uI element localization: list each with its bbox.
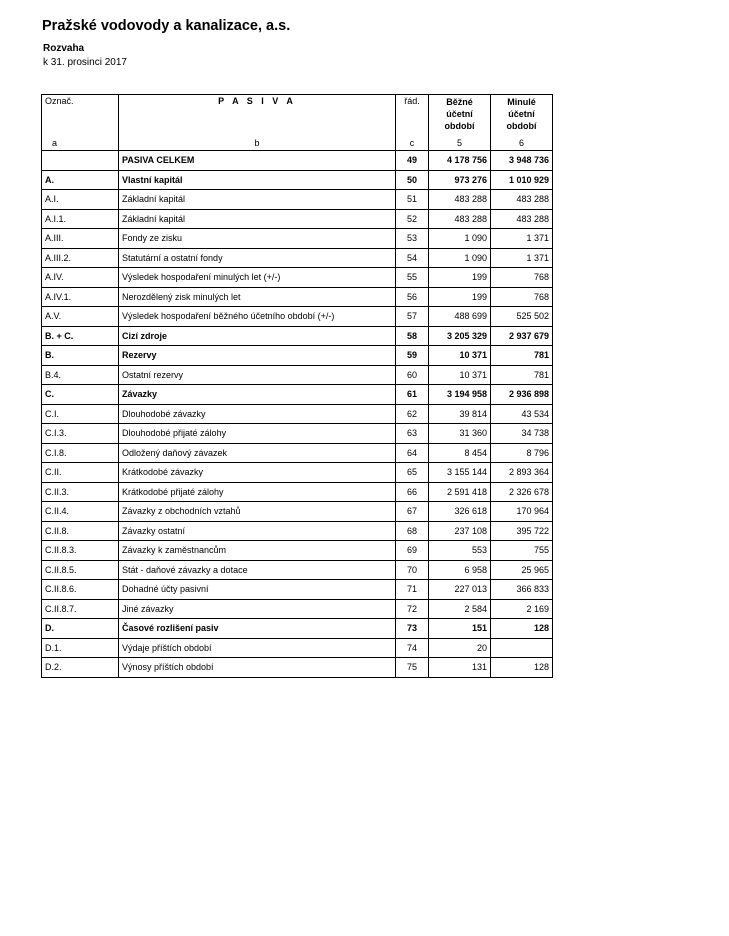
header-current-line: období <box>444 121 475 131</box>
row-current-value: 483 288 <box>429 209 491 229</box>
row-current-value: 227 013 <box>429 580 491 600</box>
row-current-value: 326 618 <box>429 502 491 522</box>
statement-date: k 31. prosinci 2017 <box>43 57 127 68</box>
row-previous-value: 3 948 736 <box>491 151 553 171</box>
table-header-row <box>42 95 553 137</box>
row-number: 53 <box>396 229 429 249</box>
row-number: 74 <box>396 638 429 658</box>
row-number: 63 <box>396 424 429 444</box>
row-current-value: 553 <box>429 541 491 561</box>
row-label: Závazky <box>119 385 396 405</box>
row-number: 60 <box>396 365 429 385</box>
row-previous-value: 483 288 <box>491 209 553 229</box>
row-current-value: 10 371 <box>429 346 491 366</box>
table-row <box>42 326 553 346</box>
row-code: C.I. <box>42 404 119 424</box>
table-row <box>42 151 553 171</box>
row-label: Rezervy <box>119 346 396 366</box>
table-row <box>42 248 553 268</box>
row-current-value: 1 090 <box>429 248 491 268</box>
row-current-value: 488 699 <box>429 307 491 327</box>
row-label: Časové rozlišení pasiv <box>119 619 396 639</box>
row-previous-value: 34 738 <box>491 424 553 444</box>
row-previous-value: 1 371 <box>491 248 553 268</box>
header-previous-line: účetní <box>508 109 535 119</box>
row-code: C. <box>42 385 119 405</box>
row-code: C.II.8.5. <box>42 560 119 580</box>
row-number: 65 <box>396 463 429 483</box>
row-number: 69 <box>396 541 429 561</box>
table-row <box>42 307 553 327</box>
row-code: A.I.1. <box>42 209 119 229</box>
row-code: A.I. <box>42 190 119 210</box>
row-code: A.IV. <box>42 268 119 288</box>
header-previous-period <box>491 95 553 137</box>
row-label: Výdaje příštích období <box>119 638 396 658</box>
row-previous-value: 768 <box>491 287 553 307</box>
row-label: Dlouhodobé přijaté zálohy <box>119 424 396 444</box>
row-previous-value <box>491 638 553 658</box>
row-previous-value: 2 937 679 <box>491 326 553 346</box>
table-row <box>42 365 553 385</box>
row-current-value: 199 <box>429 287 491 307</box>
header-current-period <box>429 95 491 137</box>
row-number: 52 <box>396 209 429 229</box>
row-code: C.II.8.7. <box>42 599 119 619</box>
row-number: 66 <box>396 482 429 502</box>
subheader-c: c <box>396 136 429 151</box>
row-previous-value: 128 <box>491 619 553 639</box>
row-label: Závazky k zaměstnancům <box>119 541 396 561</box>
row-number: 61 <box>396 385 429 405</box>
row-current-value: 199 <box>429 268 491 288</box>
subheader-b: b <box>119 136 396 151</box>
row-current-value: 2 591 418 <box>429 482 491 502</box>
row-label: Jiné závazky <box>119 599 396 619</box>
table-row <box>42 580 553 600</box>
row-code: A. <box>42 170 119 190</box>
row-code: B.4. <box>42 365 119 385</box>
table-row <box>42 599 553 619</box>
row-label: Odložený daňový závazek <box>119 443 396 463</box>
row-label: Dlouhodobé závazky <box>119 404 396 424</box>
table-row <box>42 424 553 444</box>
row-current-value: 151 <box>429 619 491 639</box>
row-number: 59 <box>396 346 429 366</box>
row-number: 70 <box>396 560 429 580</box>
company-name: Pražské vodovody a kanalizace, a.s. <box>42 18 291 34</box>
header-previous-line: období <box>506 121 537 131</box>
row-label: Základní kapitál <box>119 190 396 210</box>
table-row <box>42 209 553 229</box>
row-number: 49 <box>396 151 429 171</box>
row-label: Fondy ze zisku <box>119 229 396 249</box>
row-previous-value: 43 534 <box>491 404 553 424</box>
row-label: PASIVA CELKEM <box>119 151 396 171</box>
row-previous-value: 483 288 <box>491 190 553 210</box>
row-code: B. + C. <box>42 326 119 346</box>
row-current-value: 39 814 <box>429 404 491 424</box>
row-label: Nerozdělený zisk minulých let <box>119 287 396 307</box>
row-previous-value: 8 796 <box>491 443 553 463</box>
row-current-value: 10 371 <box>429 365 491 385</box>
row-number: 55 <box>396 268 429 288</box>
row-current-value: 3 205 329 <box>429 326 491 346</box>
header-previous-line: Minulé <box>507 97 536 107</box>
table-row <box>42 385 553 405</box>
row-number: 58 <box>396 326 429 346</box>
row-current-value: 973 276 <box>429 170 491 190</box>
table-row <box>42 658 553 678</box>
row-previous-value: 1 371 <box>491 229 553 249</box>
row-label: Ostatní rezervy <box>119 365 396 385</box>
table-row <box>42 638 553 658</box>
row-number: 50 <box>396 170 429 190</box>
table-row <box>42 521 553 541</box>
row-number: 68 <box>396 521 429 541</box>
table-subheader-row <box>42 136 553 151</box>
row-code: A.V. <box>42 307 119 327</box>
table-row <box>42 287 553 307</box>
row-current-value: 237 108 <box>429 521 491 541</box>
row-previous-value: 2 169 <box>491 599 553 619</box>
row-code: A.III.2. <box>42 248 119 268</box>
row-previous-value: 366 833 <box>491 580 553 600</box>
row-code: C.I.8. <box>42 443 119 463</box>
row-label: Výsledek hospodaření běžného účetního období (+/-) <box>119 307 396 327</box>
table-row <box>42 560 553 580</box>
row-code: C.I.3. <box>42 424 119 444</box>
table-row <box>42 463 553 483</box>
row-label: Krátkodobé závazky <box>119 463 396 483</box>
row-previous-value: 128 <box>491 658 553 678</box>
row-number: 64 <box>396 443 429 463</box>
row-number: 56 <box>396 287 429 307</box>
row-number: 54 <box>396 248 429 268</box>
row-label: Závazky ostatní <box>119 521 396 541</box>
row-label: Závazky z obchodních vztahů <box>119 502 396 522</box>
row-number: 67 <box>396 502 429 522</box>
row-previous-value: 755 <box>491 541 553 561</box>
row-current-value: 31 360 <box>429 424 491 444</box>
row-current-value: 20 <box>429 638 491 658</box>
row-previous-value: 2 326 678 <box>491 482 553 502</box>
table-row <box>42 443 553 463</box>
row-label: Výsledek hospodaření minulých let (+/-) <box>119 268 396 288</box>
row-previous-value: 25 965 <box>491 560 553 580</box>
row-number: 71 <box>396 580 429 600</box>
table-row <box>42 170 553 190</box>
row-previous-value: 781 <box>491 365 553 385</box>
row-label: Vlastní kapitál <box>119 170 396 190</box>
row-current-value: 8 454 <box>429 443 491 463</box>
row-label: Cizí zdroje <box>119 326 396 346</box>
table-row <box>42 346 553 366</box>
header-current-line: účetní <box>446 109 473 119</box>
row-previous-value: 525 502 <box>491 307 553 327</box>
header-label: P A S I V A <box>119 95 396 137</box>
row-current-value: 4 178 756 <box>429 151 491 171</box>
row-label: Základní kapitál <box>119 209 396 229</box>
table-row <box>42 404 553 424</box>
row-previous-value: 1 010 929 <box>491 170 553 190</box>
row-code: D.1. <box>42 638 119 658</box>
row-code: C.II.8. <box>42 521 119 541</box>
row-label: Dohadné účty pasivní <box>119 580 396 600</box>
row-label: Statutární a ostatní fondy <box>119 248 396 268</box>
row-code: C.II. <box>42 463 119 483</box>
row-code: C.II.8.3. <box>42 541 119 561</box>
row-current-value: 1 090 <box>429 229 491 249</box>
row-code: B. <box>42 346 119 366</box>
row-number: 51 <box>396 190 429 210</box>
row-previous-value: 395 722 <box>491 521 553 541</box>
table-row <box>42 541 553 561</box>
row-current-value: 131 <box>429 658 491 678</box>
row-previous-value: 768 <box>491 268 553 288</box>
row-code: C.II.8.6. <box>42 580 119 600</box>
row-label: Výnosy příštích období <box>119 658 396 678</box>
row-current-value: 2 584 <box>429 599 491 619</box>
statement-title: Rozvaha <box>43 43 85 54</box>
table-row <box>42 482 553 502</box>
row-code: C.II.4. <box>42 502 119 522</box>
row-number: 72 <box>396 599 429 619</box>
table-row <box>42 619 553 639</box>
row-current-value: 3 155 144 <box>429 463 491 483</box>
subheader-d: 5 <box>429 136 491 151</box>
row-number: 57 <box>396 307 429 327</box>
subheader-a: a <box>42 136 119 151</box>
row-number: 62 <box>396 404 429 424</box>
row-current-value: 483 288 <box>429 190 491 210</box>
row-label: Krátkodobé přijaté zálohy <box>119 482 396 502</box>
row-current-value: 6 958 <box>429 560 491 580</box>
row-code: A.III. <box>42 229 119 249</box>
header-current-line: Běžné <box>446 97 473 107</box>
row-previous-value: 2 893 364 <box>491 463 553 483</box>
row-code: D. <box>42 619 119 639</box>
row-previous-value: 2 936 898 <box>491 385 553 405</box>
table-row <box>42 268 553 288</box>
subheader-e: 6 <box>491 136 553 151</box>
row-code: D.2. <box>42 658 119 678</box>
row-label: Stát - daňové závazky a dotace <box>119 560 396 580</box>
row-current-value: 3 194 958 <box>429 385 491 405</box>
liabilities-table <box>41 94 553 678</box>
row-code: A.IV.1. <box>42 287 119 307</box>
row-number: 73 <box>396 619 429 639</box>
table-row <box>42 502 553 522</box>
header-row-no: řád. <box>396 95 429 137</box>
row-number: 75 <box>396 658 429 678</box>
table-row <box>42 190 553 210</box>
row-previous-value: 781 <box>491 346 553 366</box>
table-row <box>42 229 553 249</box>
row-code: C.II.3. <box>42 482 119 502</box>
row-previous-value: 170 964 <box>491 502 553 522</box>
header-code: Označ. <box>42 95 119 137</box>
row-code <box>42 151 119 171</box>
